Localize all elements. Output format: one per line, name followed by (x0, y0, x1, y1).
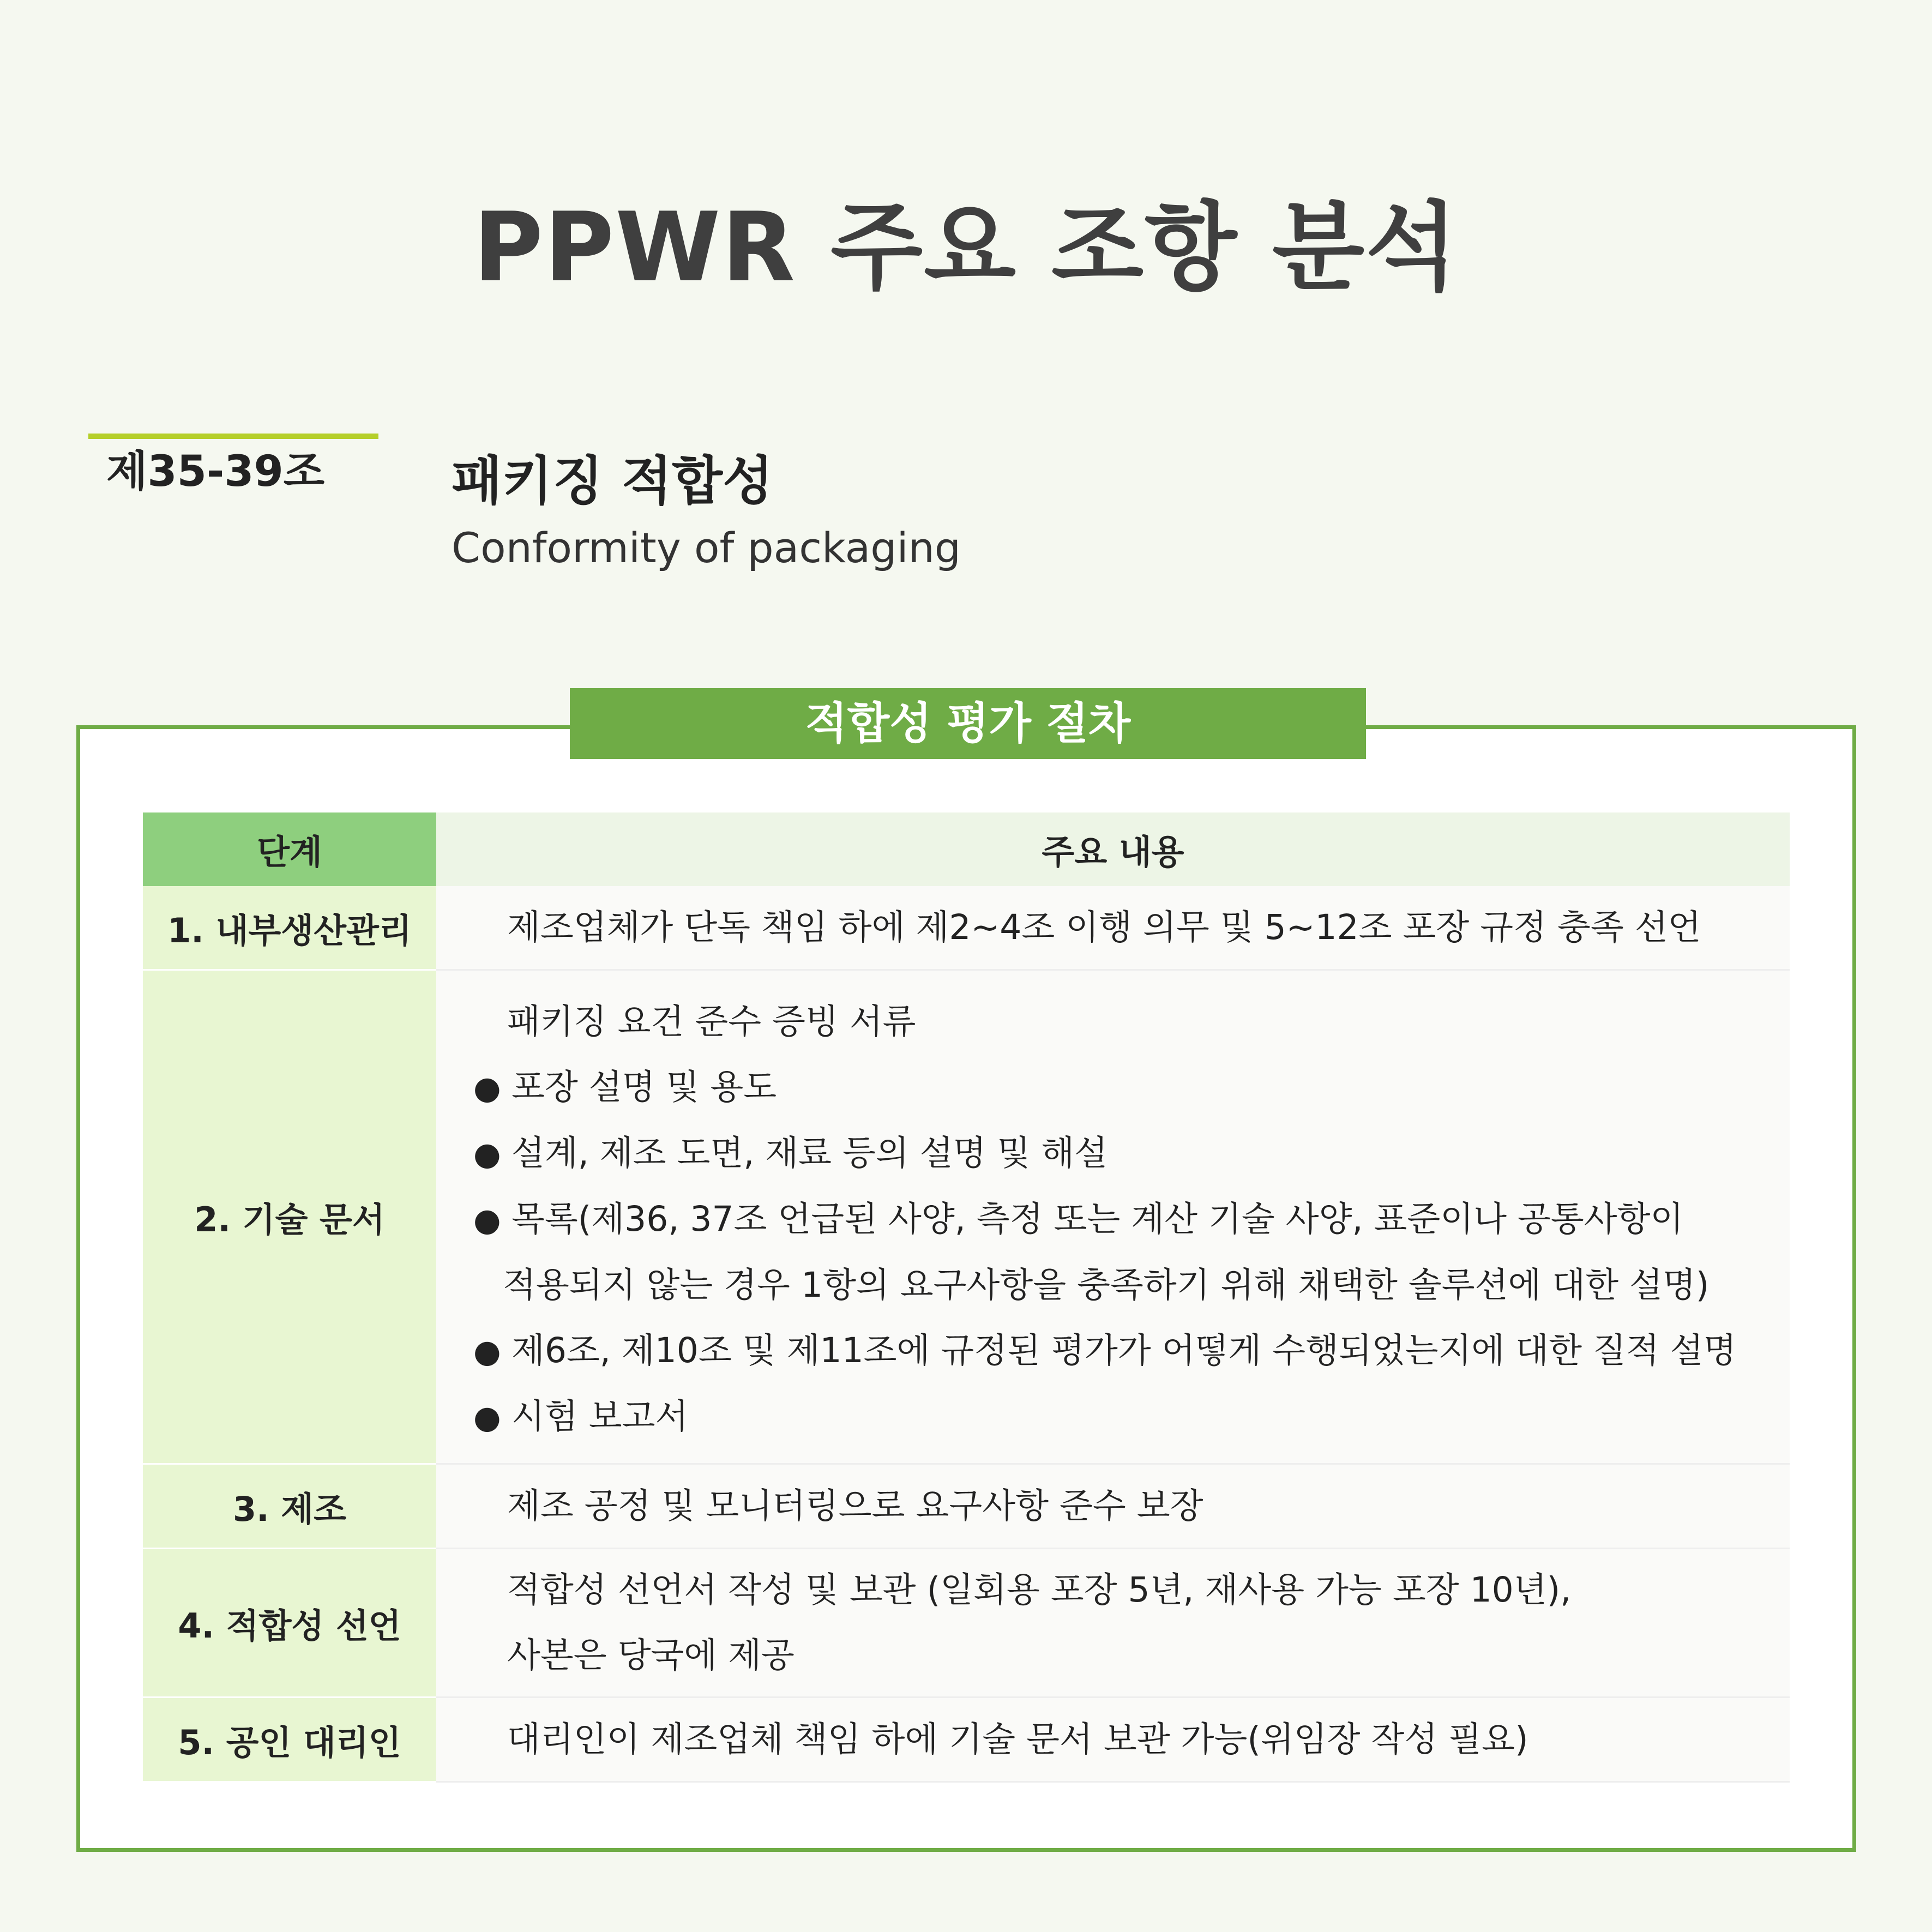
list-item (473, 1384, 1768, 1450)
filled-circle-icon: ● (473, 1135, 501, 1172)
content-line: 제조업체가 단독 책임 하에 제2~4조 이행 의무 및 5~12조 포장 규정 충족 선언 (507, 907, 1701, 947)
list-item-text: 목록(제36, 37조 언급된 사양, 측정 또는 계산 기술 사양, 표준이나 공통사항이 (511, 1199, 1684, 1239)
page-title: PPWR 주요 조항 분석 (473, 192, 1459, 303)
table-header-row (143, 812, 1790, 886)
table-row (143, 886, 1790, 970)
article-accent-bar (88, 434, 378, 439)
content-line: 사본은 당국에 제공 (507, 1635, 795, 1675)
stage-cell: 3. 제조 (143, 1464, 436, 1549)
content-line: 제조 공정 및 모니터링으로 요구사항 준수 보장 (507, 1486, 1203, 1526)
filled-circle-icon: ● (473, 1069, 501, 1106)
stage-cell: 2. 기술 문서 (143, 970, 436, 1464)
stage-cell: 1. 내부생산관리 (143, 886, 436, 970)
list-item-continuation: 적용되지 않는 경우 1항의 요구사항을 충족하기 위해 채택한 솔루션에 대한 설명) (503, 1265, 1710, 1305)
table-row (143, 1464, 1790, 1549)
filled-circle-icon: ● (473, 1201, 501, 1238)
list-item-text: 제6조, 제10조 및 제11조에 규정된 평가가 어떻게 수행되었는지에 대한 질적 설명 (511, 1331, 1737, 1370)
table-row (143, 970, 1790, 1464)
content-line: 적합성 선언서 작성 및 보관 (일회용 포장 5년, 재사용 가능 포장 10년), (507, 1570, 1572, 1610)
content-cell (436, 1464, 1790, 1549)
section-title: 패키징 적합성 (452, 450, 773, 511)
list-item-text: 포장 설명 및 용도 (511, 1067, 777, 1107)
filled-circle-icon: ● (473, 1333, 501, 1370)
content-column-header: 주요 내용 (436, 812, 1790, 886)
list-item (473, 1121, 1768, 1187)
list-item-text: 시험 보고서 (511, 1397, 689, 1436)
procedure-header: 적합성 평가 절차 (570, 688, 1366, 759)
list-item (473, 1055, 1768, 1121)
stage-cell: 5. 공인 대리인 (143, 1698, 436, 1782)
table-row (143, 1549, 1790, 1698)
content-cell (436, 886, 1790, 970)
list-item-text: 설계, 제조 도면, 재료 등의 설명 및 해설 (511, 1133, 1108, 1173)
list-item (473, 1187, 1768, 1253)
filled-circle-icon: ● (473, 1399, 501, 1436)
content-cell (436, 1549, 1790, 1698)
content-cell (436, 1698, 1790, 1782)
list-item (473, 1318, 1768, 1384)
content-intro: 패키징 요건 준수 증빙 서류 (507, 1002, 916, 1042)
content-line: 대리인이 제조업체 책임 하에 기술 문서 보관 가능(위임장 작성 필요) (507, 1719, 1528, 1759)
procedure-table (143, 812, 1790, 1783)
article-number: 제35-39조 (106, 447, 325, 496)
stage-cell: 4. 적합성 선언 (143, 1549, 436, 1698)
table-row (143, 1698, 1790, 1782)
stage-column-header: 단계 (143, 812, 436, 886)
content-cell (436, 970, 1790, 1464)
section-subtitle: Conformity of packaging (452, 523, 961, 572)
